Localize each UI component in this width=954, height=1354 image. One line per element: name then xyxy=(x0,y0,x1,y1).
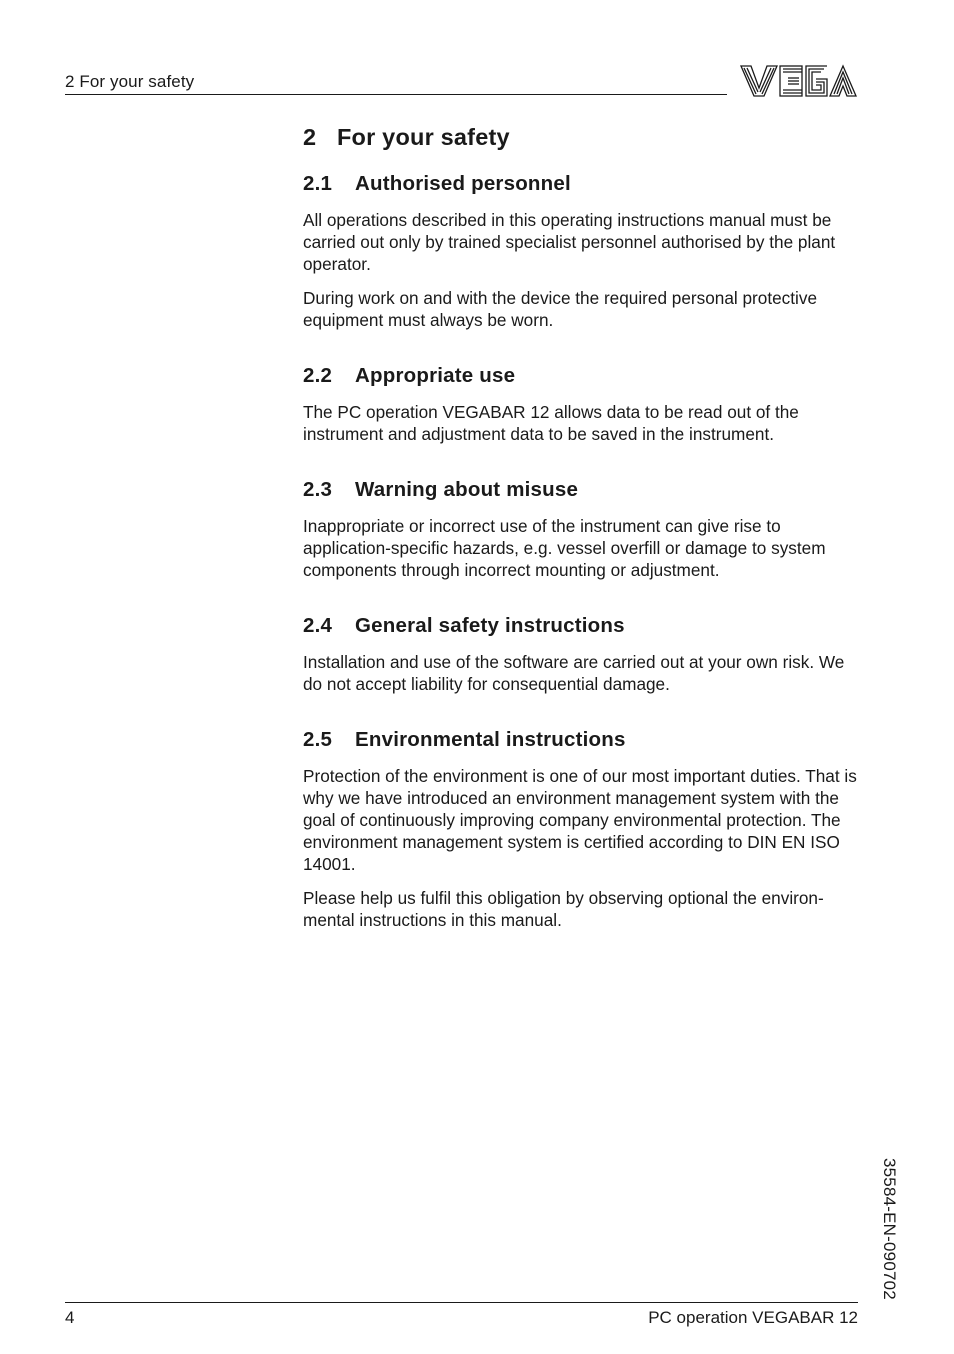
vega-logo xyxy=(739,64,858,98)
section-environmental-instructions xyxy=(303,726,861,931)
section-heading xyxy=(303,612,861,640)
section-number: 2.4 xyxy=(303,614,333,637)
paragraph: Protection of the environment is one of our most important duties. That is why we have introduced an environment management system with the goal of continuously improving company environmental protection. The environment management system is certified according to DIN EN ISO 14001. xyxy=(303,766,857,874)
section-heading xyxy=(303,726,861,754)
section-number: 2.5 xyxy=(303,728,333,751)
page-number: 4 xyxy=(65,1308,75,1327)
section-heading xyxy=(303,362,861,390)
section-general-safety-instructions xyxy=(303,612,861,695)
footer-rule xyxy=(65,1302,858,1303)
section-title: Authorised personnel xyxy=(355,172,571,195)
header-rule xyxy=(65,94,727,95)
section-appropriate-use xyxy=(303,362,861,445)
paragraph: Please help us fulfil this obligation by observing optional the environ-mental instructions in this manual. xyxy=(303,888,824,930)
section-title: Appropriate use xyxy=(355,364,516,387)
main-content xyxy=(303,122,861,943)
section-number: 2.1 xyxy=(303,172,333,195)
section-title: General safety instructions xyxy=(355,614,625,637)
section-heading xyxy=(303,476,861,504)
section-heading xyxy=(303,170,861,198)
paragraph: During work on and with the device the required personal protective equipment must always be worn. xyxy=(303,288,818,330)
footer-document-title: PC operation VEGABAR 12 xyxy=(648,1308,858,1327)
paragraph: Inappropriate or incorrect use of the instrument can give rise to application-specific hazards, e.g. vessel overfill or damage to system components through incorrect mounting or adjustment. xyxy=(303,516,826,580)
chapter-title: For your safety xyxy=(337,124,510,150)
chapter-number: 2 xyxy=(303,124,317,150)
chapter-heading xyxy=(303,122,861,153)
section-authorised-personnel xyxy=(303,170,861,331)
section-number: 2.2 xyxy=(303,364,333,387)
section-title: Environmental instructions xyxy=(355,728,626,751)
paragraph: All operations described in this operating instructions manual must be carried out only by trained specialist personnel authorised by the plant operator. xyxy=(303,210,836,274)
section-title: Warning about misuse xyxy=(355,478,579,501)
paragraph: Installation and use of the software are carried out at your own risk. We do not accept liability for consequential damage. xyxy=(303,652,845,694)
running-header: 2 For your safety xyxy=(65,72,195,91)
section-number: 2.3 xyxy=(303,478,333,501)
document-code: 35584-EN-090702 xyxy=(880,1158,899,1300)
section-warning-about-misuse xyxy=(303,476,861,581)
paragraph: The PC operation VEGABAR 12 allows data to be read out of the instrument and adjustment data to be saved in the instrument. xyxy=(303,402,799,444)
